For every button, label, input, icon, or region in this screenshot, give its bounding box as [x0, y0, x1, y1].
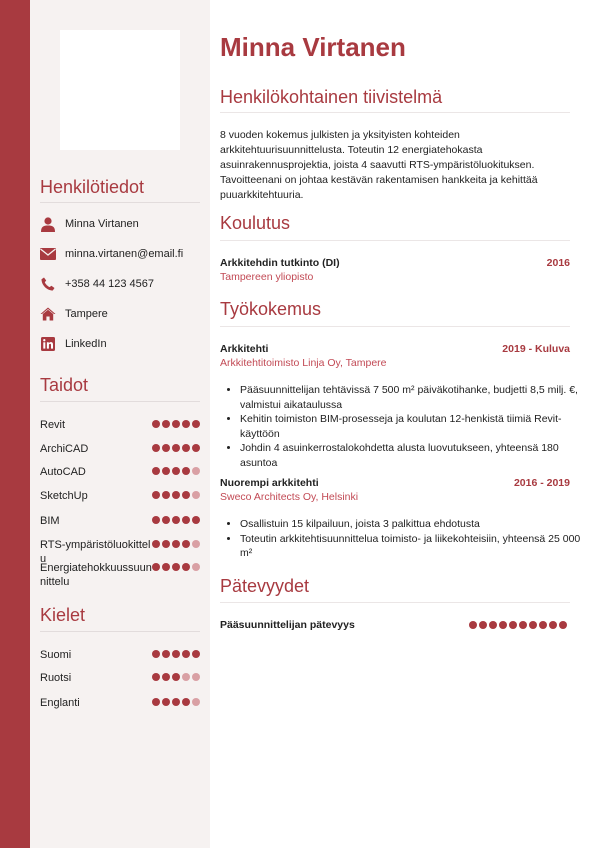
experience-heading: Työkokemus [220, 299, 322, 319]
skill-name: Revit [40, 419, 66, 431]
skill-item [40, 418, 200, 432]
skill-item [40, 442, 200, 456]
language-item [40, 671, 200, 685]
contact-text[interactable]: minna.virtanen@email.fi [65, 248, 184, 260]
contact-text[interactable]: +358 44 123 4567 [65, 278, 155, 290]
list-item: • Pääsuunnittelijan tehtävissä 7 500 m² päiväkotihanke, budjetti 8,5 milj. €, valmistui aikataulussa [240, 383, 590, 412]
list-item: • Osallistuin 15 kilpailuun, joista 3 palkittua ehdotusta [240, 517, 590, 532]
education-heading: Koulutus [220, 213, 291, 233]
skill-rating [152, 444, 200, 452]
divider [40, 631, 200, 632]
job-title: Arkkitehti [220, 343, 269, 355]
skill-rating [152, 516, 200, 524]
certification-name: Pääsuunnittelijan pätevyys [220, 619, 355, 631]
skill-item [40, 514, 200, 528]
education-date: 2016 [546, 257, 570, 269]
education-org: Tampereen yliopisto [220, 271, 314, 283]
envelope-icon [40, 246, 56, 262]
language-name: Ruotsi [40, 672, 72, 684]
job-bullets [222, 383, 590, 470]
divider [40, 401, 200, 402]
job-org: Sweco Architects Oy, Helsinki [220, 491, 359, 503]
contact-location [40, 306, 200, 322]
linkedin-icon [40, 336, 56, 352]
contact-text[interactable]: LinkedIn [65, 338, 107, 350]
skills-heading: Taidot [40, 375, 89, 395]
skill-item [40, 561, 200, 589]
divider [220, 602, 570, 603]
language-item [40, 648, 200, 662]
skill-rating [152, 467, 200, 475]
contact-phone[interactable] [40, 276, 200, 292]
skill-rating [152, 540, 200, 548]
contact-text: Minna Virtanen [65, 218, 139, 230]
education-title: Arkkitehdin tutkinto (DI) [220, 257, 340, 269]
skill-name: ArchiCAD [40, 443, 89, 455]
candidate-name: Minna Virtanen [220, 32, 406, 62]
profile-photo [60, 30, 180, 150]
job-org: Arkkitehtitoimisto Linja Oy, Tampere [220, 357, 387, 369]
language-name: Suomi [40, 649, 72, 661]
language-item [40, 696, 200, 710]
languages-heading: Kielet [40, 605, 86, 625]
divider [220, 240, 570, 241]
summary-text: 8 vuoden kokemus julkisten ja yksityisten kohteiden arkkitehtuurisuunnittelusta. Toteutin 12 energiatehokasta asuinrakennusprojektia, joista 4 saavutti RTS-ympäristöluokituksen. Tavoitteenani on johtaa kestävän rakentamisen hankkeita ja kehittää puuarkkitehtuuria. [220, 129, 538, 201]
personal-info-heading: Henkilötiedot [40, 177, 145, 197]
skill-name: SketchUp [40, 490, 88, 502]
list-item: • Kehitin toimiston BIM-prosesseja ja koulutan 12-henkistä tiimiä Revit-käyttöön [240, 412, 590, 441]
contact-text: Tampere [65, 308, 108, 320]
skill-name: RTS-ympäristöluokittelu [40, 539, 151, 565]
certifications-heading: Pätevyydet [220, 576, 310, 596]
contact-email[interactable] [40, 246, 200, 262]
list-item: • Toteutin arkkitehtisuunnittelua toimisto- ja liikekohteisiin, yhteensä 25 000 m² [240, 532, 590, 561]
skill-name: Energiatehokkuussuunnittelu [40, 562, 152, 588]
phone-icon [40, 276, 56, 292]
job-bullets [222, 517, 590, 561]
divider [220, 326, 570, 327]
divider [220, 112, 570, 113]
skill-item [40, 489, 200, 503]
list-item: • Johdin 4 asuinkerrostalokohdetta alusta luovutukseen, yhteensä 180 asuntoa [240, 441, 590, 470]
job-title: Nuorempi arkkitehti [220, 477, 319, 489]
skill-name: AutoCAD [40, 466, 86, 478]
summary-heading: Henkilökohtainen tiivistelmä [220, 87, 443, 107]
user-icon [40, 216, 56, 232]
job-date: 2019 - Kuluva [502, 343, 570, 355]
contact-name [40, 216, 200, 232]
accent-bar [0, 0, 30, 848]
language-rating [152, 673, 200, 681]
skill-name: BIM [40, 515, 60, 527]
language-name: Englanti [40, 697, 80, 709]
home-icon [40, 306, 56, 322]
contact-linkedin[interactable] [40, 336, 200, 352]
divider [40, 202, 200, 203]
job-date: 2016 - 2019 [513, 477, 570, 489]
skill-rating [152, 420, 200, 428]
skill-rating [152, 563, 200, 571]
certification-rating [469, 621, 567, 629]
language-rating [152, 698, 200, 706]
language-rating [152, 650, 200, 658]
skill-item [40, 465, 200, 479]
skill-rating [152, 491, 200, 499]
